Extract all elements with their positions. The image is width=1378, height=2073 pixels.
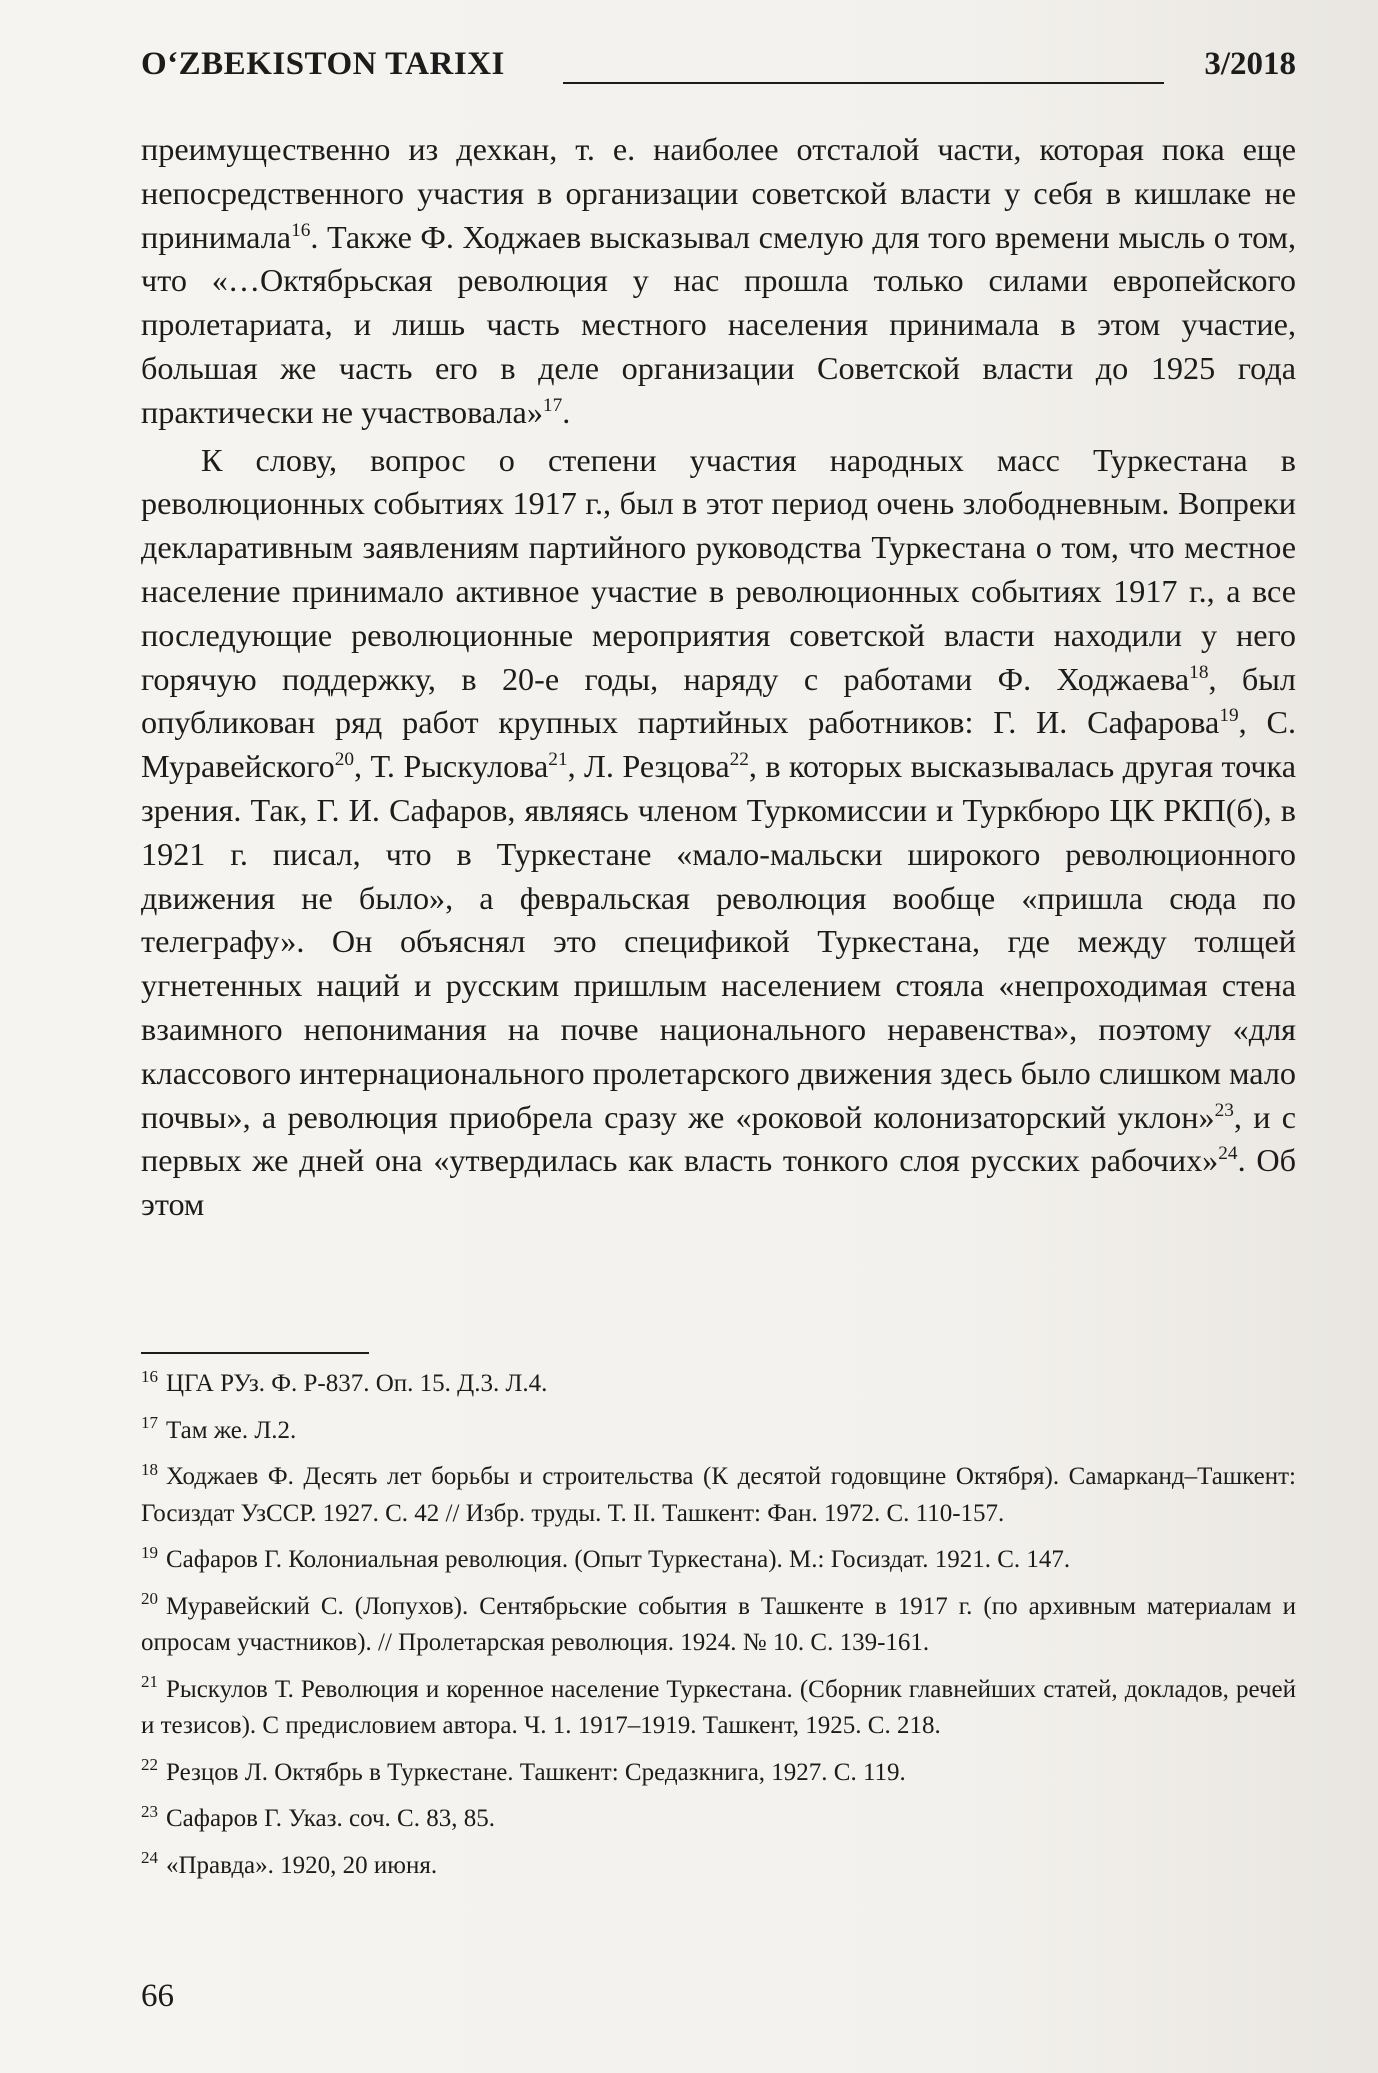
footnote-text: Сафаров Г. Указ. соч. С. 83, 85. [166,1805,495,1832]
footnote-ref: 18 [1189,661,1209,683]
footnote-number: 20 [141,1589,158,1609]
footnote-text: Там же. Л.2. [166,1416,297,1444]
footnote-number: 17 [141,1413,158,1433]
footnote-text: Резцов Л. Октябрь в Туркестане. Ташкент: Средазкнига, 1927. С. 119. [166,1758,906,1786]
article-body [141,128,1296,1227]
paragraph [141,439,1296,1227]
footnote-text: Рыскулов Т. Революция и коренное население Туркестана. (Сборник главнейших статей, докладов, речей и тезисов). С предисловием автора. Ч. 1. 1917–1919. Ташкент, 1925. С. 218. [141,1675,1296,1739]
footnote-text: ЦГА РУз. Ф. Р-837. Оп. 15. Д.3. Л.4. [166,1370,548,1397]
footnotes [141,1366,1296,1894]
text-run: , и с первых же дней она «утвердилась как власть тонкого слоя русских рабочих» [141,1098,1296,1179]
footnote-text: Сафаров Г. Колониальная революция. (Опыт Туркестана). М.: Госиздат. 1921. С. 147. [166,1546,1071,1573]
running-header [141,46,1296,90]
text-run: , Т. Рыскулова [354,748,549,785]
text-run: преимущественно из дехкан, т. е. наиболее отсталой части, которая пока еще непосредственного участия в организации советской власти у себя в кишлаке не принимала [141,131,1296,255]
footnote-number: 16 [141,1366,158,1386]
text-run: К слову, вопрос о степени участия народных масс Туркестана в революционных событиях 1917 г., был в этот период очень злободневным. Вопреки декларативным заявлениям партийного руководства Туркестана о том, что местное население принимало активное участие в революционных событиях 1917 г., а все последующие революционные мероприятия советской власти находили у него горячую поддержку, в 20-е годы, наряду с работами Ф. Ходжаева [141,441,1296,697]
text-run: , Л. Резцова [567,748,730,785]
footnote [141,1848,1296,1885]
footnote-ref: 23 [1214,1099,1234,1121]
footnote-number: 21 [141,1672,158,1692]
footnote-number: 22 [141,1755,158,1775]
footnote-number: 23 [141,1801,158,1821]
text-run: , был опубликован ряд работ крупных партийных работников: Г. И. Сафарова [141,660,1296,741]
footnote-ref: 24 [1218,1143,1238,1165]
text-run: , С. Муравейского [141,704,1296,785]
journal-title: O‘ZBEKISTON TARIXI [141,46,505,82]
footnote [141,1672,1296,1745]
footnote-number: 19 [141,1542,158,1562]
footnote-separator [141,1352,369,1354]
issue-number: 3/2018 [1204,46,1296,82]
footnote [141,1589,1296,1662]
page-number: 66 [141,1978,174,2014]
text-run: . [562,393,571,430]
footnote [141,1459,1296,1532]
text-run: . Об этом [141,1142,1296,1223]
footnote-text: «Правда». 1920, 20 июня. [166,1851,438,1879]
header-rule [563,82,1164,84]
text-run: . Также Ф. Ходжаев высказывал смелую для того времени мысль о том, что «…Октябрьская революция у нас прошла только силами европейского пролетариата, и лишь часть местного населения принимала в этом участие, большая же часть его в деле организации Советской власти до 1925 года практически не участвовала» [141,218,1296,430]
footnote-ref: 19 [1219,705,1239,727]
footnote [141,1542,1296,1579]
text-run: , в которых высказывалась другая точка зрения. Так, Г. И. Сафаров, являясь членом Туркомиссии и Туркбюро ЦК РКП(б), в 1921 г. писал, что в Туркестане «мало-мальски широкого революционного движения не было», а февральская революция вообще «пришла сюда по телеграфу». Он объяснял это спецификой Туркестана, где между толщей угнетенных наций и русским пришлым населением стояла «непроходимая стена взаимного непонимания на почве национального неравенства», поэтому «для классового интернационального пролетарского движения здесь было слишком мало почвы», а революция приобрела сразу же «роковой колонизаторский уклон» [141,748,1296,1135]
footnote-number: 24 [141,1848,158,1868]
footnote-text: Ходжаев Ф. Десять лет борьбы и строительства (К десятой годовщине Октября). Самарканд–Ташкент: Госиздат УзССР. 1927. С. 42 // Избр. труды. Т. II. Ташкент: Фан. 1972. С. 110-157. [141,1463,1296,1527]
paragraph-continued [141,128,1296,435]
footnote-ref: 20 [334,749,355,771]
footnote-number: 18 [141,1459,158,1479]
footnote-ref: 17 [542,394,563,416]
footnote-ref: 21 [548,749,568,771]
footnote-text: Муравейский С. (Лопухов). Сентябрьские события в Ташкенте в 1917 г. (по архивным материалам и опросам участников). // Пролетарская революция. 1924. № 10. С. 139-161. [141,1592,1296,1656]
footnote [141,1366,1296,1403]
footnote [141,1413,1296,1450]
footnote-ref: 22 [729,749,749,771]
footnote-ref: 16 [291,219,311,241]
footnote [141,1801,1296,1838]
footnote [141,1755,1296,1792]
